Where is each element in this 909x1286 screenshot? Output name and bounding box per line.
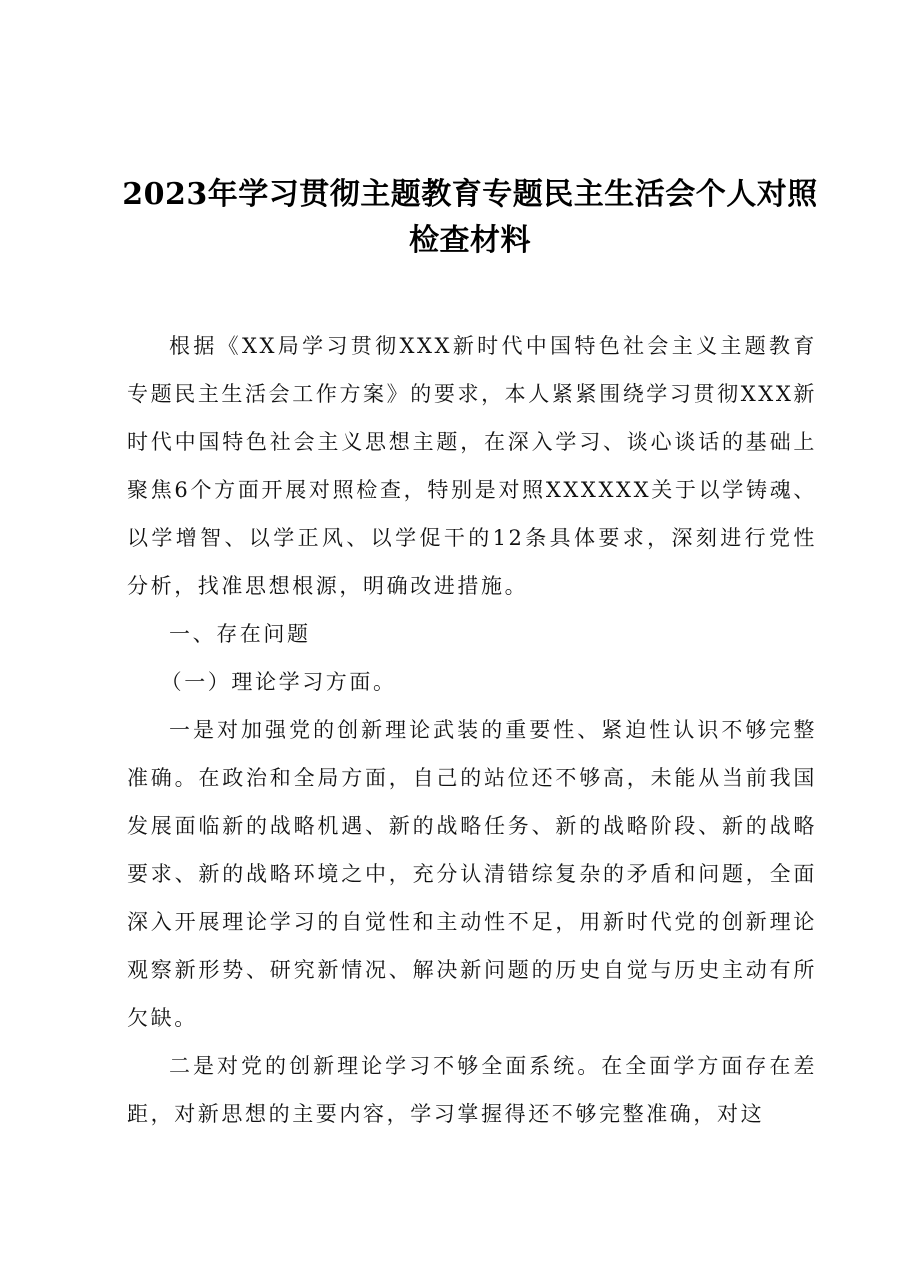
- document-body: [127, 322, 817, 1138]
- section-heading: 一、存在问题: [169, 622, 311, 646]
- intro-paragraph: 根据《XX局学习贯彻XXX新时代中国特色社会主义主题教育专题民主生活会工作方案》的要求，本人紧紧围绕学习贯彻XXX新时代中国特色社会主义思想主题，在深入学习、谈心谈话的基础上聚焦6个方面开展对照检查，特别是对照XXXXXX关于以学铸魂、以学增智、以学正风、以学促干的12条具体要求，深刻进行党性分析，找准思想根源，明确改进措施。: [127, 334, 817, 598]
- body-paragraph-2: 二是对党的创新理论学习不够全面系统。在全面学方面存在差距，对新思想的主要内容，学习掌握得还不够完整准确，对这: [127, 1054, 817, 1126]
- body-paragraph-1: 一是对加强党的创新理论武装的重要性、紧迫性认识不够完整准确。在政治和全局方面，自己的站位还不够高，未能从当前我国发展面临新的战略机遇、新的战略任务、新的战略阶段、新的战略要求、新的战略环境之中，充分认清错综复杂的矛盾和问题，全面深入开展理论学习的自觉性和主动性不足，用新时代党的创新理论观察新形势、研究新情况、解决新问题的历史自觉与历史主动有所欠缺。: [127, 718, 817, 1030]
- subsection-heading: （一）理论学习方面。: [160, 670, 397, 694]
- document-title: 2023年学习贯彻主题教育专题民主生活会个人对照检查材料: [122, 177, 818, 258]
